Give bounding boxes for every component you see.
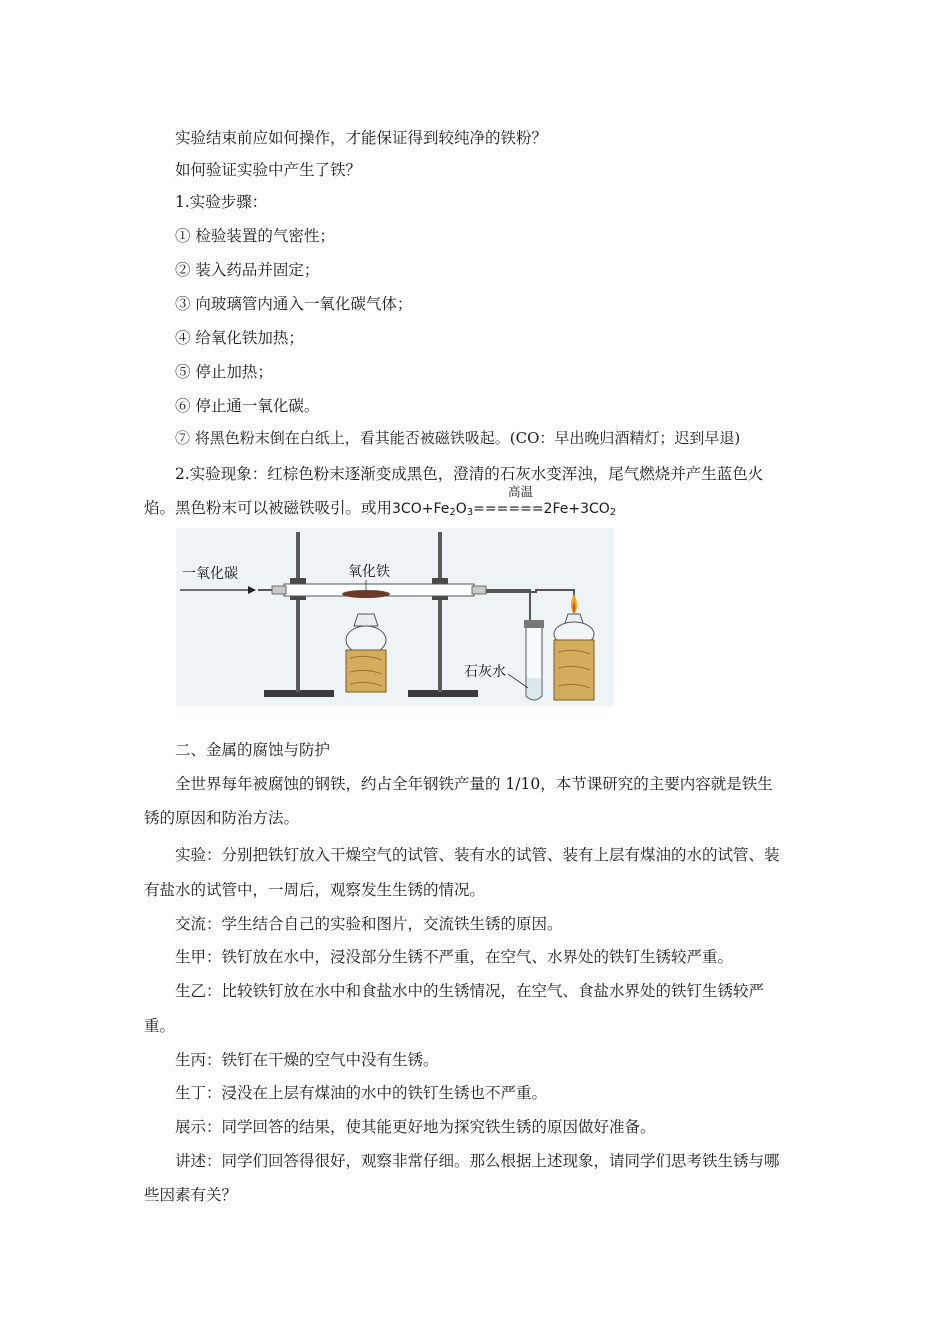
label-limewater: 石灰水 bbox=[464, 664, 506, 680]
wood-block-2 bbox=[554, 640, 594, 700]
eq-lhs-b: O bbox=[455, 501, 467, 517]
tube-stopper-left bbox=[272, 586, 286, 594]
section-heading-corrosion: 二、金属的腐蚀与防护 bbox=[175, 741, 331, 759]
eq-sub-2: 3 bbox=[466, 507, 474, 518]
middle-stand-base bbox=[408, 690, 478, 697]
phenomenon-text: 焰。黑色粉末可以被磁铁吸引。或用 bbox=[144, 499, 393, 517]
left-stand-rod bbox=[296, 532, 300, 692]
para-lecture-line-1: 讲述：同学们回答得很好，观察非常仔细。那么根据上述现象，请同学们思考铁生锈与哪 bbox=[175, 1152, 780, 1170]
steps-title: 1.实验步骤： bbox=[175, 193, 268, 211]
para-student-c: 生丙：铁钉在干燥的空气中没有生锈。 bbox=[175, 1051, 439, 1069]
question-verify-iron: 如何验证实验中产生了铁？ bbox=[175, 161, 362, 179]
question-pure-iron: 实验结束前应如何操作，才能保证得到较纯净的铁粉？ bbox=[175, 129, 548, 147]
para-student-d: 生丁：浸没在上层有煤油的水中的铁钉生锈也不严重。 bbox=[175, 1084, 548, 1102]
step-7: ⑦ 将黑色粉末倒在白纸上，看其能否被磁铁吸起。(CO：早出晚归酒精灯；迟到早退) bbox=[175, 429, 741, 447]
step-6: ⑥ 停止通一氧化碳。 bbox=[175, 397, 320, 415]
tube-stopper-right bbox=[472, 586, 486, 594]
burner-1-neck bbox=[354, 614, 378, 626]
apparatus-figure bbox=[176, 528, 614, 706]
para-lecture-line-2: 些因素有关？ bbox=[144, 1186, 238, 1204]
eq-lhs-a: 3CO+Fe bbox=[392, 501, 450, 517]
para-student-b-line-1: 生乙：比较铁钉放在水中和食盐水中的生锈情况，在空气、食盐水界处的铁钉生锈较严 bbox=[175, 982, 765, 1000]
para-2-line-1: 实验：分别把铁钉放入干燥空气的试管、装有水的试管、装有上层有煤油的水的试管、装 bbox=[175, 846, 780, 864]
para-student-a: 生甲：铁钉放在水中，浸没部分生锈不严重，在空气、水界处的铁钉生锈较严重。 bbox=[175, 948, 734, 966]
step-5: ⑤ 停止加热； bbox=[175, 363, 273, 381]
step-1: ① 检验装置的气密性； bbox=[175, 227, 335, 245]
equation-condition: 高温 bbox=[508, 484, 534, 499]
eq-sub-1: 2 bbox=[449, 507, 456, 518]
test-tube-stopper bbox=[524, 620, 544, 628]
para-2-line-2: 有盐水的试管中，一周后，观察发生生锈的情况。 bbox=[144, 881, 486, 899]
label-co: 一氧化碳 bbox=[182, 566, 238, 582]
step-4: ④ 给氧化铁加热； bbox=[175, 329, 304, 347]
iron-oxide-powder bbox=[342, 590, 390, 598]
phenomenon-line-1: 2.实验现象：红棕色粉末逐渐变成黑色，澄清的石灰水变浑浊，尾气燃烧并产生蓝色火 bbox=[175, 465, 764, 483]
middle-stand-rod bbox=[438, 532, 442, 692]
phenomenon-line-2 bbox=[144, 484, 808, 523]
eq-arrow: ====== bbox=[473, 501, 544, 517]
step-3: ③ 向玻璃管内通入一氧化碳气体； bbox=[175, 295, 413, 313]
label-fe2o3: 氧化铁 bbox=[348, 564, 390, 580]
eq-sub-3: 2 bbox=[609, 507, 617, 518]
para-1-line-1: 全世界每年被腐蚀的钢铁，约占全年钢铁产量的 1/10，本节课研究的主要内容就是铁生 bbox=[175, 775, 773, 793]
para-1-line-2: 锈的原因和防治方法。 bbox=[144, 809, 300, 827]
eq-rhs: 2Fe+3CO bbox=[543, 501, 610, 517]
figure-background bbox=[176, 528, 614, 706]
lime-water bbox=[527, 678, 541, 700]
chemical-equation bbox=[392, 484, 617, 523]
para-display: 展示：同学回答的结果，使其能更好地为探究铁生锈的原因做好准备。 bbox=[175, 1118, 656, 1136]
para-exchange: 交流：学生结合自己的实验和图片，交流铁生锈的原因。 bbox=[175, 915, 563, 933]
para-student-b-line-2: 重。 bbox=[144, 1017, 176, 1035]
step-2: ② 装入药品并固定； bbox=[175, 261, 320, 279]
